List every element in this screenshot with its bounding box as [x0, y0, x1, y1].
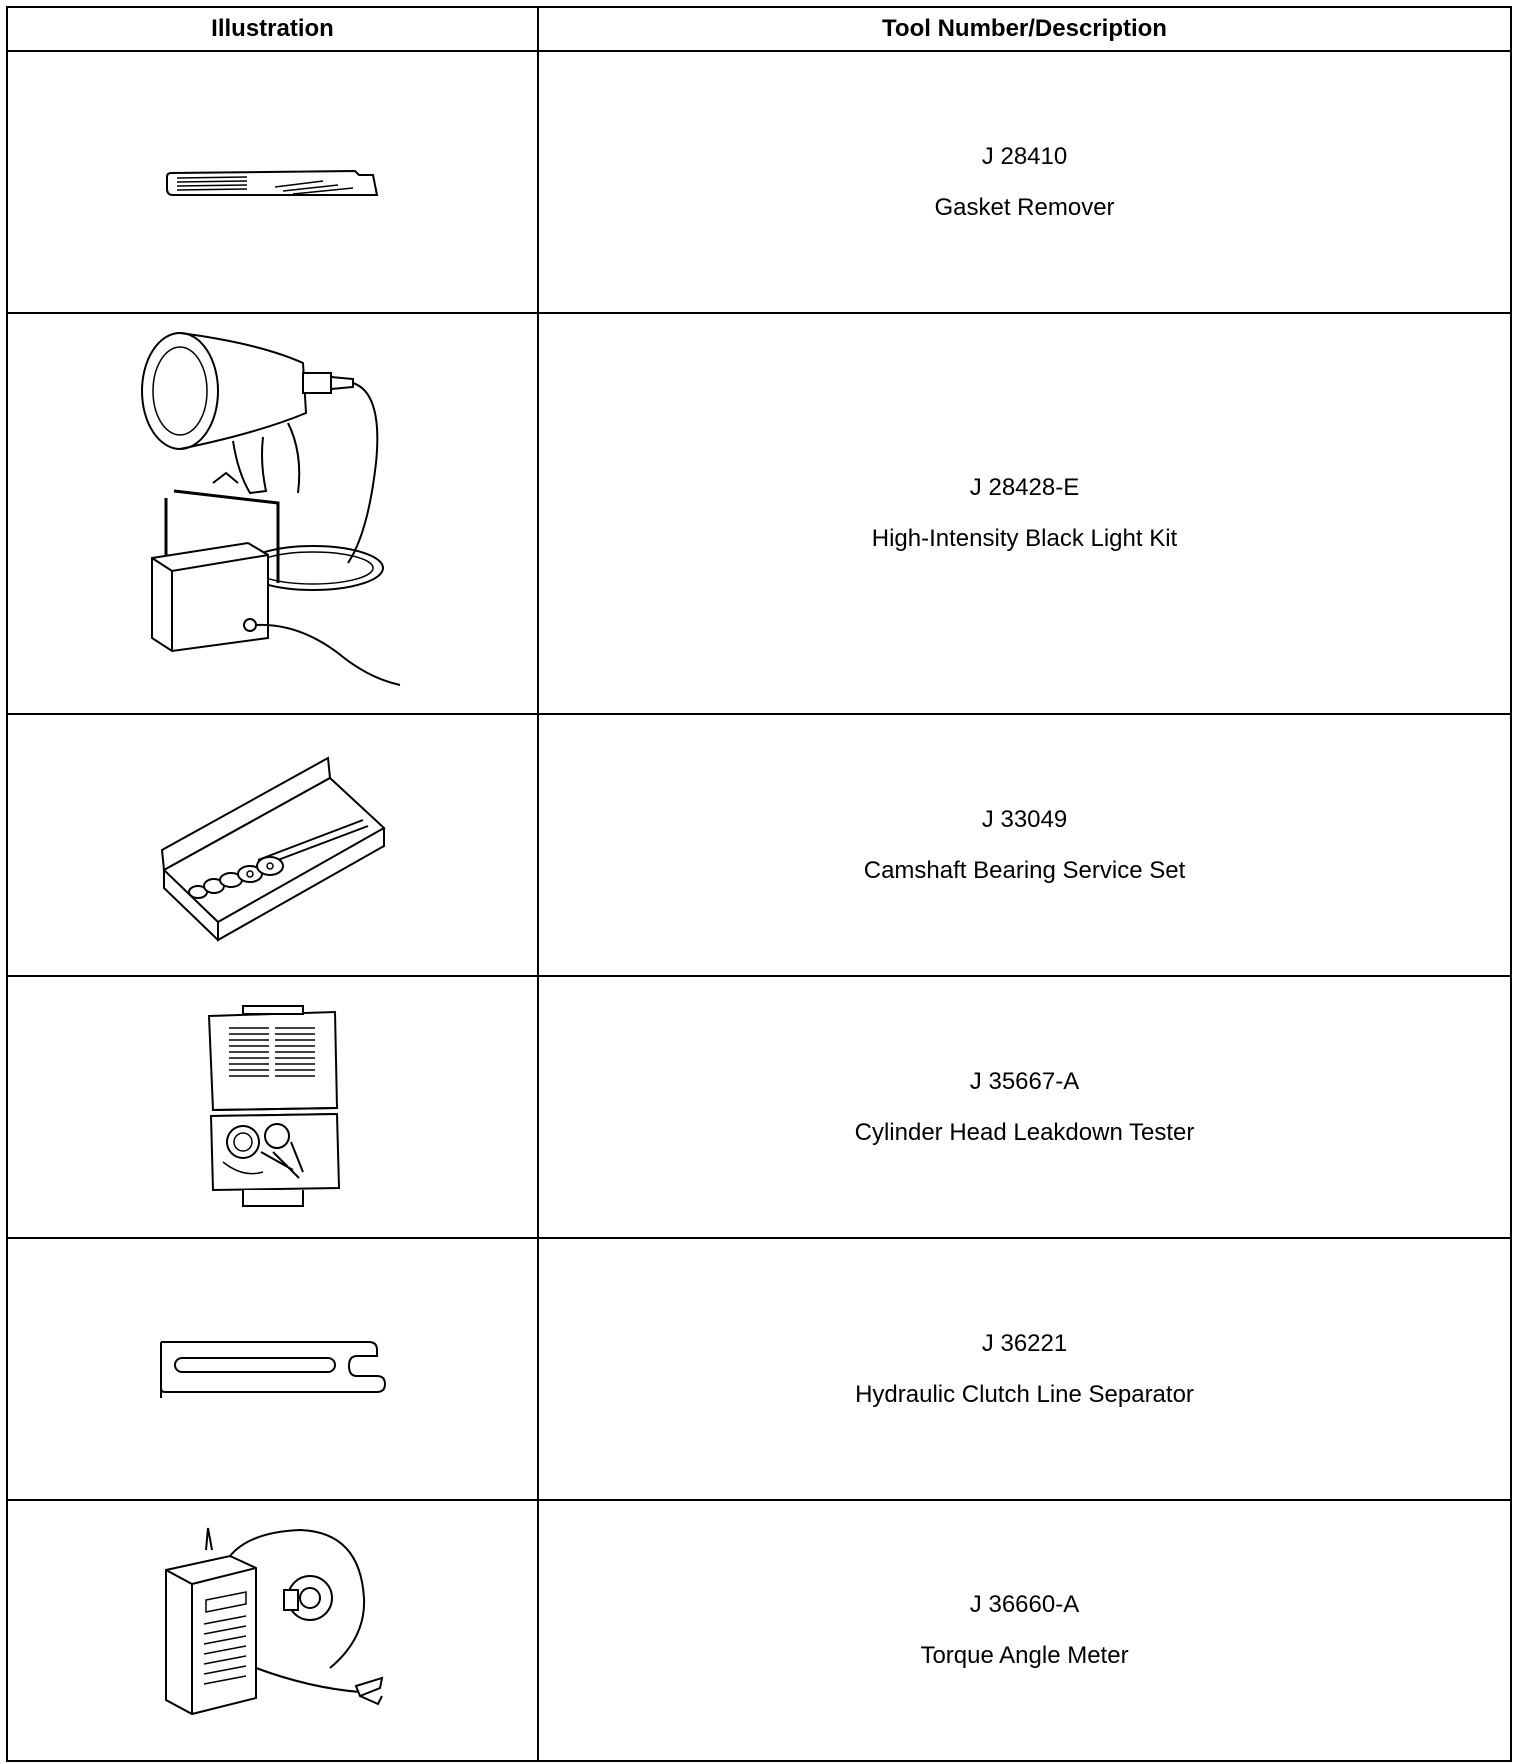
- table-row: [7, 976, 1511, 1238]
- table-row: [7, 313, 1511, 714]
- header-tool-number-description: Tool Number/Description: [538, 7, 1511, 51]
- tool-description-cell: [538, 976, 1511, 1238]
- tool-description-cell: [538, 714, 1511, 976]
- black-light-kit-icon: [138, 333, 408, 695]
- illustration-cell: [7, 714, 538, 976]
- tool-number: J 35667-A: [969, 1067, 1080, 1095]
- header-illustration: Illustration: [7, 7, 538, 51]
- tool-description-cell: [538, 51, 1511, 313]
- table-row: [7, 51, 1511, 313]
- torque-angle-meter-icon: [160, 1528, 386, 1734]
- gasket-remover-icon: [163, 165, 383, 199]
- clutch-line-separator-icon: [155, 1336, 391, 1402]
- illustration-cell: [7, 1500, 538, 1761]
- table-header-row: [7, 7, 1511, 51]
- tool-number: J 28410: [981, 142, 1068, 170]
- tool-description-cell: [538, 1500, 1511, 1761]
- tool-description: Cylinder Head Leakdown Tester: [854, 1118, 1195, 1146]
- tool-description: High-Intensity Black Light Kit: [871, 525, 1178, 552]
- tool-description-cell: [538, 313, 1511, 714]
- table-row: [7, 714, 1511, 976]
- tool-description: Torque Angle Meter: [920, 1642, 1129, 1669]
- illustration-cell: [7, 313, 538, 714]
- tool-description: Gasket Remover: [934, 193, 1115, 221]
- table-row: [7, 1238, 1511, 1500]
- tool-number: J 36221: [981, 1329, 1068, 1357]
- tool-number: J 28428-E: [969, 474, 1080, 501]
- tool-number: J 36660-A: [969, 1591, 1080, 1618]
- illustration-cell: [7, 51, 538, 313]
- tool-description: Camshaft Bearing Service Set: [863, 856, 1186, 884]
- tool-description: Hydraulic Clutch Line Separator: [855, 1380, 1194, 1408]
- leakdown-tester-icon: [203, 1002, 343, 1212]
- special-tools-table: [6, 6, 1512, 1762]
- tool-number: J 33049: [981, 805, 1068, 833]
- illustration-cell: [7, 976, 538, 1238]
- table-row: [7, 1500, 1511, 1761]
- camshaft-bearing-set-icon: [158, 750, 388, 940]
- tool-description-cell: [538, 1238, 1511, 1500]
- illustration-cell: [7, 1238, 538, 1500]
